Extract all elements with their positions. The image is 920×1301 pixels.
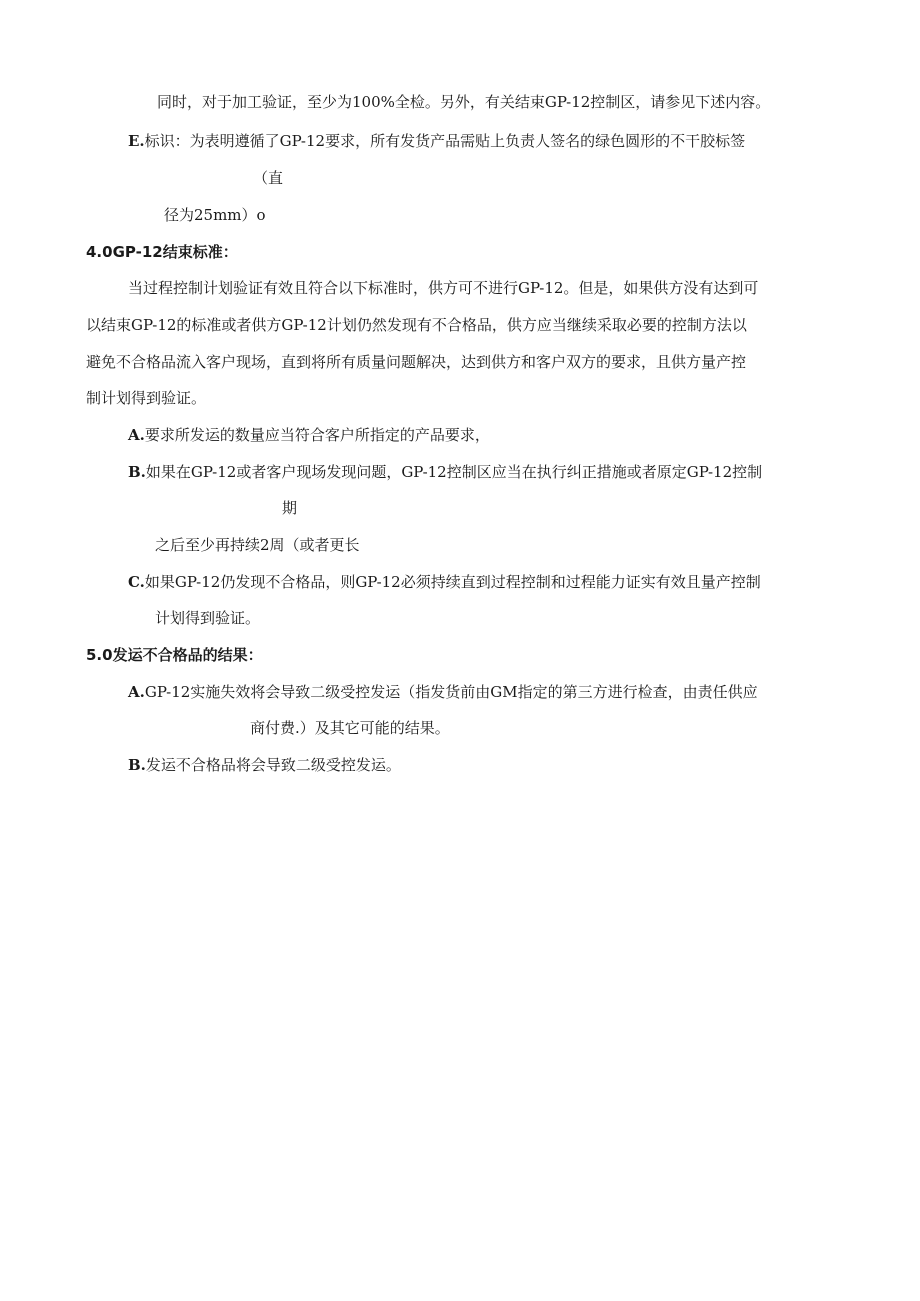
section4-item-b-wrap-1: 期 bbox=[282, 499, 298, 517]
section4-item-c bbox=[128, 572, 761, 592]
item-text: 如果GP-12仍发现不合格品，则GP-12必须持续直到过程控制和过程能力证实有效且量产控制 bbox=[144, 573, 761, 591]
section5-item-a bbox=[128, 682, 758, 702]
item-text: 发运不合格品将会导致二级受控发运。 bbox=[145, 756, 401, 774]
item-text: 标识：为表明遵循了GP-12要求，所有发货产品需贴上负责人签名的绿色圆形的不干胶标签 bbox=[144, 132, 746, 150]
item-marker: E. bbox=[128, 132, 145, 150]
item-text: 如果在GP-12或者客户现场发现问题，GP-12控制区应当在执行纠正措施或者原定GP-12控制 bbox=[145, 463, 763, 481]
section4-paragraph-line: 当过程控制计划验证有效且符合以下标准时，供方可不进行GP-12。但是，如果供方没有达到可 bbox=[128, 279, 759, 297]
section4-paragraph-line: 避免不合格品流入客户现场，直到将所有质量问题解决，达到供方和客户双方的要求，且供方量产控 bbox=[86, 353, 747, 371]
item-marker: C. bbox=[128, 573, 145, 591]
section3-item-e bbox=[128, 131, 745, 151]
item-marker: B. bbox=[128, 756, 146, 774]
section4-paragraph-line: 制计划得到验证。 bbox=[86, 389, 207, 407]
section4-item-a bbox=[128, 425, 490, 445]
section4-item-c-wrap-1: 计划得到验证。 bbox=[155, 609, 261, 627]
item-marker: A. bbox=[128, 683, 145, 701]
section4-item-b-wrap-2: 之后至少再持续2周（或者更长 bbox=[155, 536, 360, 554]
item-marker: A. bbox=[128, 426, 145, 444]
section4-item-b bbox=[128, 462, 762, 482]
section3-continuation: 同时，对于加工验证，至少为100%全检。另外，有关结束GP-12控制区，请参见下述内容。 bbox=[157, 93, 771, 111]
section4-heading: 4.0GP-12结束标准： bbox=[86, 243, 238, 261]
item-marker: B. bbox=[128, 463, 146, 481]
section3-item-e-wrap-1: （直 bbox=[253, 169, 284, 187]
section5-heading: 5.0发运不合格品的结果： bbox=[86, 646, 263, 664]
item-text: 要求所发运的数量应当符合客户所指定的产品要求， bbox=[144, 426, 490, 444]
section5-item-a-wrap-1: 商付费.）及其它可能的结果。 bbox=[250, 719, 450, 737]
section4-paragraph-line: 以结束GP-12的标准或者供方GP-12计划仍然发现有不合格品，供方应当继续采取必要的控制方法以 bbox=[86, 316, 747, 334]
section5-item-b bbox=[128, 755, 401, 775]
item-text: GP-12实施失效将会导致二级受控发运（指发货前由GM指定的第三方进行检查，由责任供应 bbox=[144, 683, 758, 701]
section3-item-e-wrap-2: 径为25mm）o bbox=[164, 206, 266, 224]
